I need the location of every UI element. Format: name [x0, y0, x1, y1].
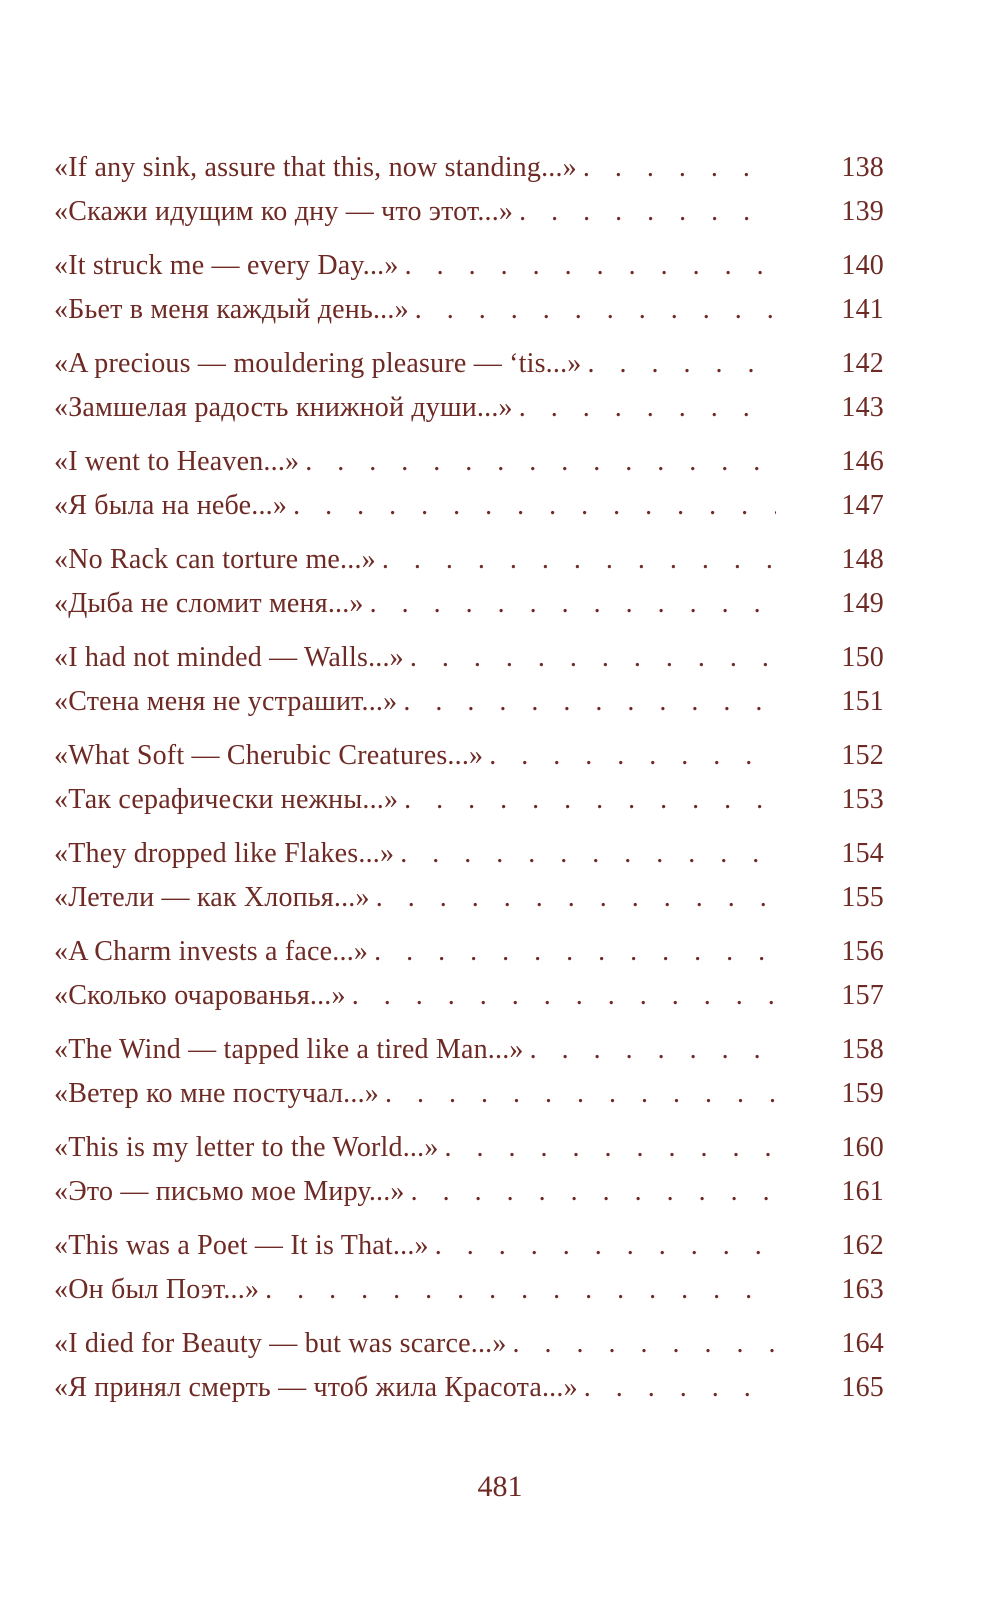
toc-entry-page: 159: [841, 1078, 884, 1109]
dot-leader: [435, 1224, 776, 1268]
toc-entry-title: «A precious — mouldering pleasure — ‘tis...»: [54, 348, 582, 379]
toc-entry-page: 140: [841, 250, 884, 281]
toc-entry-page: 163: [841, 1274, 884, 1305]
toc-entry: [54, 190, 884, 234]
toc-entry-page: 146: [841, 446, 884, 477]
toc-entry-page: 155: [841, 882, 884, 913]
toc-entry-page: 161: [841, 1176, 884, 1207]
toc-entry-title: «I died for Beauty — but was scarce...»: [54, 1328, 507, 1359]
toc-entry-title: «Летели — как Хлопья...»: [54, 882, 370, 913]
toc-entry-title: «If any sink, assure that this, now standing...»: [54, 152, 577, 183]
toc-entry: [54, 244, 884, 288]
dot-leader: [385, 1072, 776, 1116]
table-of-contents: [54, 146, 884, 1420]
dot-leader: [265, 1268, 776, 1312]
toc-entry-title: «Сколько очарованья...»: [54, 980, 346, 1011]
toc-entry-page: 158: [841, 1034, 884, 1065]
toc-entry-title: «It struck me — every Day...»: [54, 250, 399, 281]
dot-leader: [583, 146, 776, 190]
dot-leader: [370, 582, 776, 626]
toc-entry: [54, 1224, 884, 1268]
dot-leader: [587, 342, 776, 386]
toc-entry-page: 165: [841, 1372, 884, 1403]
dot-leader: [382, 538, 776, 582]
toc-entry: [54, 1028, 884, 1072]
toc-entry: [54, 1126, 884, 1170]
toc-entry-title: «Скажи идущим ко дну — что этот...»: [54, 196, 514, 227]
toc-entry: [54, 930, 884, 974]
toc-entry-page: 162: [841, 1230, 884, 1261]
toc-group: [54, 1028, 884, 1116]
dot-leader: [415, 288, 776, 332]
dot-leader: [400, 832, 776, 876]
toc-entry-page: 142: [841, 348, 884, 379]
dot-leader: [445, 1126, 776, 1170]
dot-leader: [352, 974, 776, 1018]
toc-entry: [54, 636, 884, 680]
toc-entry-title: «Так серафически нежны...»: [54, 784, 399, 815]
toc-group: [54, 440, 884, 528]
toc-entry-page: 150: [841, 642, 884, 673]
toc-entry-page: 160: [841, 1132, 884, 1163]
page-number: 481: [477, 1470, 523, 1503]
toc-entry-page: 139: [841, 196, 884, 227]
toc-entry-title: «Ветер ко мне постучал...»: [54, 1078, 379, 1109]
toc-entry-page: 156: [841, 936, 884, 967]
toc-entry-page: 148: [841, 544, 884, 575]
dot-leader: [410, 636, 776, 680]
toc-entry: [54, 342, 884, 386]
toc-group: [54, 146, 884, 234]
toc-entry-title: «This is my letter to the World...»: [54, 1132, 439, 1163]
toc-entry: [54, 386, 884, 430]
dot-leader: [489, 734, 776, 778]
toc-entry: [54, 1072, 884, 1116]
toc-entry-title: «The Wind — tapped like a tired Man...»: [54, 1034, 524, 1065]
toc-entry-page: 138: [841, 152, 884, 183]
toc-entry-page: 152: [841, 740, 884, 771]
toc-entry-page: 149: [841, 588, 884, 619]
dot-leader: [513, 1322, 776, 1366]
dot-leader: [404, 778, 776, 822]
toc-entry-title: «Это — письмо мое Миру...»: [54, 1176, 405, 1207]
toc-entry: [54, 582, 884, 626]
toc-entry: [54, 778, 884, 822]
dot-leader: [305, 440, 776, 484]
toc-entry-page: 154: [841, 838, 884, 869]
toc-entry-title: «Дыба не сломит меня...»: [54, 588, 364, 619]
toc-entry: [54, 146, 884, 190]
toc-entry-page: 147: [841, 490, 884, 521]
toc-entry: [54, 538, 884, 582]
toc-group: [54, 1322, 884, 1410]
toc-entry: [54, 974, 884, 1018]
toc-entry-title: «Стена меня не устрашит...»: [54, 686, 398, 717]
toc-entry: [54, 1366, 884, 1410]
dot-leader: [405, 244, 776, 288]
toc-group: [54, 636, 884, 724]
toc-entry-page: 157: [841, 980, 884, 1011]
toc-entry-title: «I had not minded — Walls...»: [54, 642, 404, 673]
toc-entry-page: 141: [841, 294, 884, 325]
toc-entry: [54, 288, 884, 332]
toc-entry-title: «A Charm invests a face...»: [54, 936, 369, 967]
toc-group: [54, 342, 884, 430]
toc-entry-page: 143: [841, 392, 884, 423]
toc-entry-page: 151: [841, 686, 884, 717]
dot-leader: [519, 386, 776, 430]
toc-entry-title: «Я была на небе...»: [54, 490, 288, 521]
toc-entry-title: «I went to Heaven...»: [54, 446, 300, 477]
toc-group: [54, 1224, 884, 1312]
toc-entry: [54, 734, 884, 778]
dot-leader: [411, 1170, 776, 1214]
toc-entry-title: «Бьет в меня каждый день...»: [54, 294, 409, 325]
dot-leader: [376, 876, 776, 920]
toc-entry: [54, 832, 884, 876]
dot-leader: [584, 1366, 776, 1410]
toc-entry-title: «Замшелая радость книжной души...»: [54, 392, 513, 423]
toc-entry-title: «They dropped like Flakes...»: [54, 838, 395, 869]
toc-entry-title: «Я принял смерть — чтоб жила Красота...»: [54, 1372, 578, 1403]
toc-entry-page: 164: [841, 1328, 884, 1359]
dot-leader: [519, 190, 776, 234]
dot-leader: [530, 1028, 776, 1072]
toc-group: [54, 538, 884, 626]
toc-entry: [54, 876, 884, 920]
toc-entry-title: «Он был Поэт...»: [54, 1274, 260, 1305]
toc-entry: [54, 484, 884, 528]
toc-group: [54, 734, 884, 822]
toc-entry: [54, 1322, 884, 1366]
toc-entry-title: «No Rack can torture me...»: [54, 544, 376, 575]
toc-entry: [54, 440, 884, 484]
toc-entry: [54, 1170, 884, 1214]
toc-entry-page: 153: [841, 784, 884, 815]
toc-entry: [54, 1268, 884, 1312]
toc-entry-title: «What Soft — Cherubic Creatures...»: [54, 740, 484, 771]
dot-leader: [293, 484, 776, 528]
toc-entry: [54, 680, 884, 724]
toc-entry-title: «This was a Poet — It is That...»: [54, 1230, 429, 1261]
toc-group: [54, 930, 884, 1018]
toc-group: [54, 244, 884, 332]
dot-leader: [374, 930, 776, 974]
toc-group: [54, 832, 884, 920]
toc-group: [54, 1126, 884, 1214]
dot-leader: [403, 680, 776, 724]
